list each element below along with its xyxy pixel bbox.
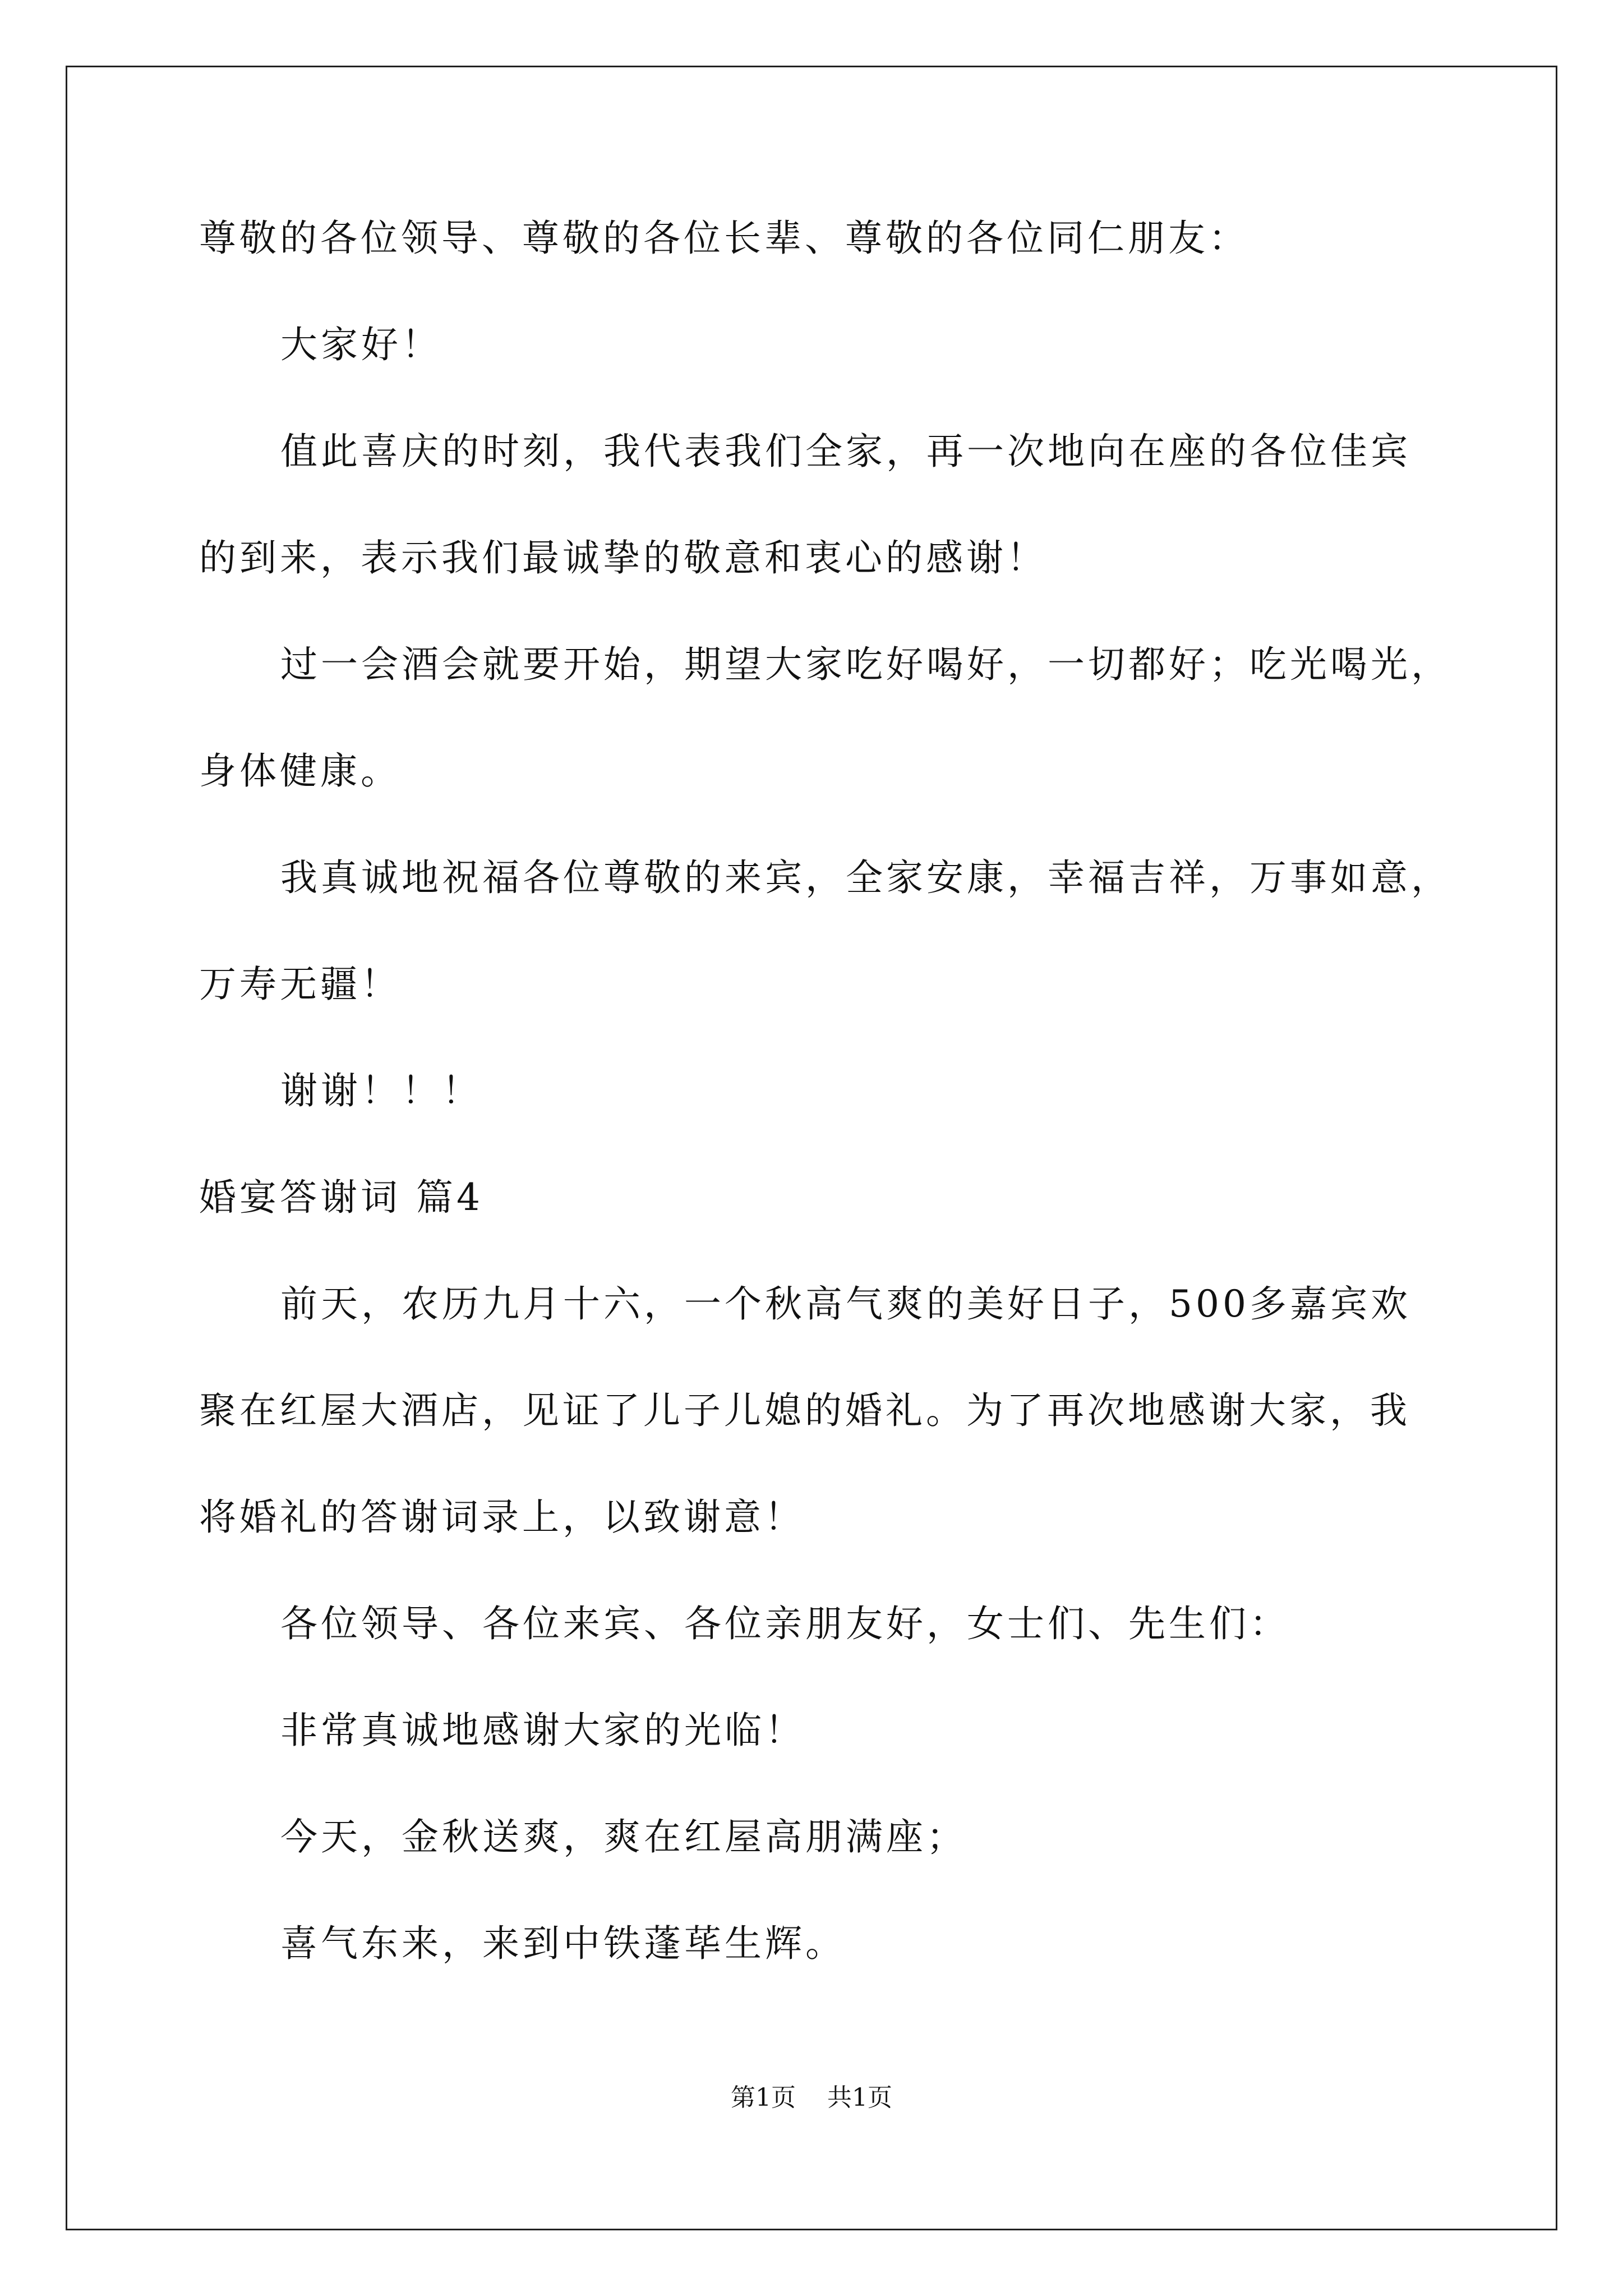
total-pages: 共1页 — [827, 2083, 892, 2112]
page-border — [66, 66, 1557, 2230]
section-heading: 婚宴答谢词 篇4 — [199, 1176, 483, 1219]
page-number: 第1页 — [731, 2083, 796, 2112]
paragraph-line: 我真诚地祝福各位尊敬的来宾，全家安康，幸福吉祥，万事如意， — [280, 856, 1451, 899]
paragraph-line: 过一会酒会就要开始，期望大家吃好喝好，一切都好；吃光喝光， — [280, 643, 1451, 686]
paragraph-line: 各位领导、各位来宾、各位亲朋友好，女士们、先生们： — [280, 1602, 1290, 1645]
paragraph-line: 谢谢！！！ — [280, 1069, 482, 1112]
paragraph-line: 喜气东来，来到中铁蓬荜生辉。 — [280, 1922, 846, 1965]
paragraph-line: 将婚礼的答谢词录上，以致谢意！ — [199, 1496, 805, 1539]
greeting-line: 大家好！ — [280, 323, 442, 366]
paragraph-line: 今天，金秋送爽，爽在红屋高朋满座； — [280, 1815, 967, 1858]
paragraph-line: 值此喜庆的时刻，我代表我们全家，再一次地向在座的各位佳宾 — [280, 430, 1411, 473]
paragraph-line: 身体健康。 — [199, 749, 401, 793]
paragraph-line: 非常真诚地感谢大家的光临！ — [280, 1709, 805, 1752]
page-footer — [0, 2082, 1623, 2114]
paragraph-line: 前天，农历九月十六，一个秋高气爽的美好日子，500多嘉宾欢 — [280, 1282, 1411, 1326]
paragraph-line: 聚在红屋大酒店，见证了儿子儿媳的婚礼。为了再次地感谢大家，我 — [199, 1389, 1410, 1432]
paragraph-line: 的到来，表示我们最诚挚的敬意和衷心的感谢！ — [199, 536, 1047, 579]
paragraph-line: 万寿无疆！ — [199, 963, 401, 1006]
salutation-line: 尊敬的各位领导、尊敬的各位长辈、尊敬的各位同仁朋友： — [199, 217, 1249, 260]
